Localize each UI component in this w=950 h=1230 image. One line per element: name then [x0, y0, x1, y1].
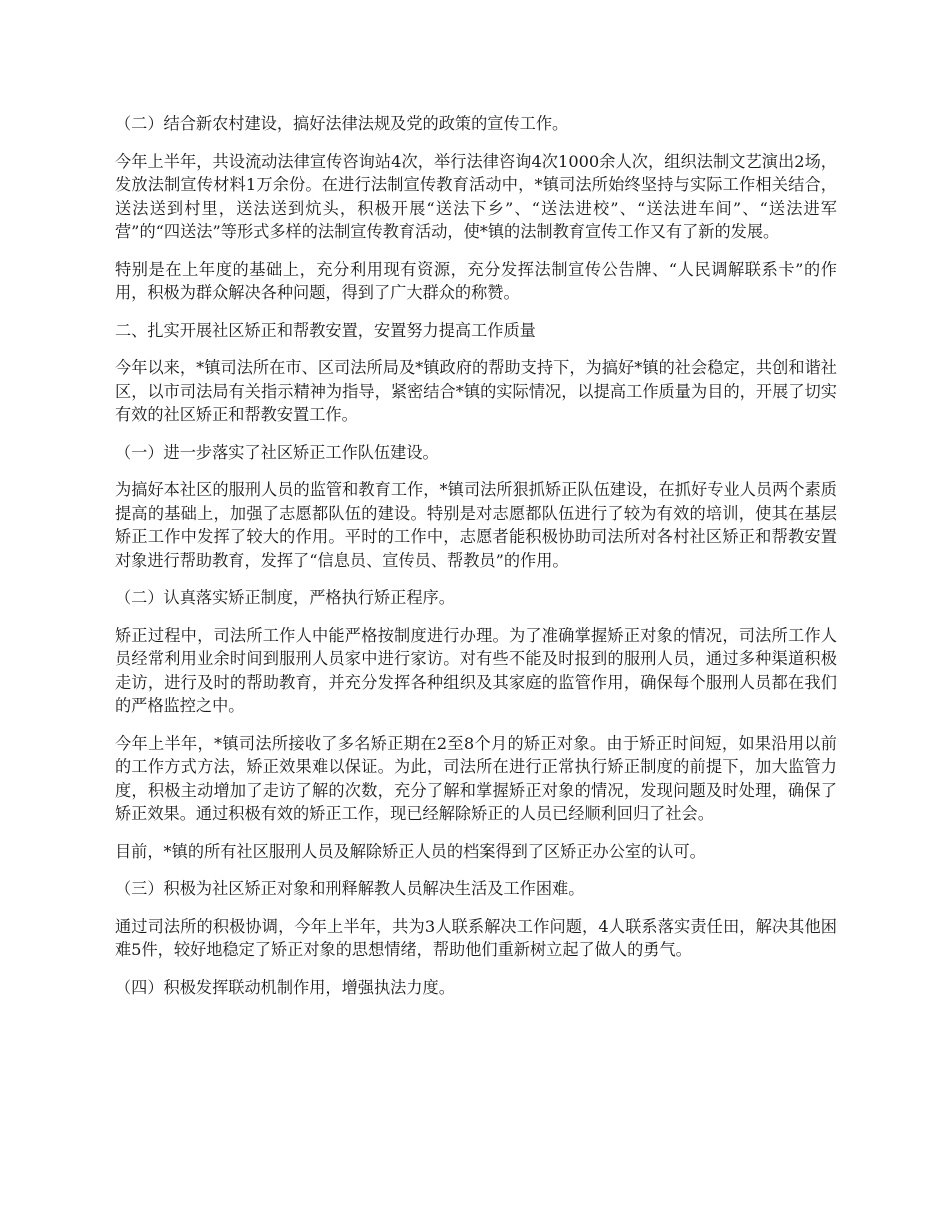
paragraph-volunteer-team: 为搞好本社区的服刑人员的监管和教育工作，*镇司法所狠抓矫正队伍建设，在抓好专业人员两个素质提高的基础上，加强了志愿都队伍的建设。特别是对志愿都队伍进行了较为有效的培训，使其在基层矫正工作中发挥了较大的作用。平时的工作中，志愿者能积极协助司法所对各村社区矫正和帮教安置对象进行帮助教育，发挥了“信息员、宣传员、帮教员”的作用。	[115, 480, 837, 570]
paragraph-coordination: 通过司法所的积极协调，今年上半年，共为3人联系解决工作问题，4人联系落实责任田，解决其他困难5件，较好地稳定了矫正对象的思想情绪，帮助他们重新树立起了做人的勇气。	[115, 916, 837, 959]
subheading-correction-system: （二）认真落实矫正制度，严格执行矫正程序。	[115, 588, 455, 607]
subheading-team-building: （一）进一步落实了社区矫正工作队伍建设。	[115, 442, 439, 462]
section-heading-community-correction: 二、扎实开展社区矫正和帮教安置，安置努力提高工作质量	[115, 320, 536, 340]
paragraph-legal-consultation: 今年上半年，共设流动法律宣传咨询站4次，举行法律咨询4次1000余人次，组织法制文艺演出2场，发放法制宣传材料1万余份。在进行法制宣传教育活动中，*镇司法所始终坚持与实际工作相关结合，送法送到村里，送法送到炕头，积极开展“送法下乡”、“送法进校”、“送法进车间”、“送法进军营”的“四送法”等形式多样的法制宣传教育活动，使*镇的法制教育宣传工作又有了新的发展。	[115, 151, 837, 241]
paragraph-correction-overview: 今年以来，*镇司法所在市、区司法所局及*镇政府的帮助支持下，为搞好*镇的社会稳定，共创和谐社区，以市司法局有关指示精神为指导，紧密结合*镇的实际情况，以提高工作质量为目的，开展了切实有效的社区矫正和帮教安置工作。	[115, 358, 837, 424]
document-body	[115, 112, 837, 1013]
paragraph-bulletin-board: 特别是在上年度的基础上，充分利用现有资源，充分发挥法制宣传公告牌、“人民调解联系卡”的作用，积极为群众解决各种问题，得到了广大群众的称赞。	[115, 259, 837, 302]
paragraph-archives: 目前，*镇的所有社区服刑人员及解除矫正人员的档案得到了区矫正办公室的认可。	[115, 841, 706, 861]
section-heading-publicity: （二）结合新农村建设，搞好法律法规及党的政策的宣传工作。	[115, 114, 569, 133]
paragraph-home-visits: 矫正过程中，司法所工作人中能严格按制度进行办理。为了准确掌握矫正对象的情况，司法所工作人员经常利用业余时间到服刑人员家中进行家访。对有些不能及时报到的服刑人员，通过多种渠道积极走访，进行及时的帮助教育，并充分发挥各种组织及其家庭的监管作用，确保每个服刑人员都在我们的严格监控之中。	[115, 625, 837, 715]
subheading-living-difficulties: （三）积极为社区矫正对象和刑释解教人员解决生活及工作困难。	[115, 879, 585, 898]
paragraph-short-term-correction: 今年上半年，*镇司法所接收了多名矫正期在2至8个月的矫正对象。由于矫正时间短，如果沿用以前的工作方式方法，矫正效果难以保证。为此，司法所在进行正常执行矫正制度的前提下，加大监管力度，积极主动增加了走访了解的次数，充分了解和掌握矫正对象的情况，发现问题及时处理，确保了矫正效果。通过积极有效的矫正工作，现已经解除矫正的人员已经顺利回归了社会。	[115, 733, 837, 823]
subheading-linkage-mechanism: （四）积极发挥联动机制作用，增强执法力度。	[115, 977, 455, 997]
